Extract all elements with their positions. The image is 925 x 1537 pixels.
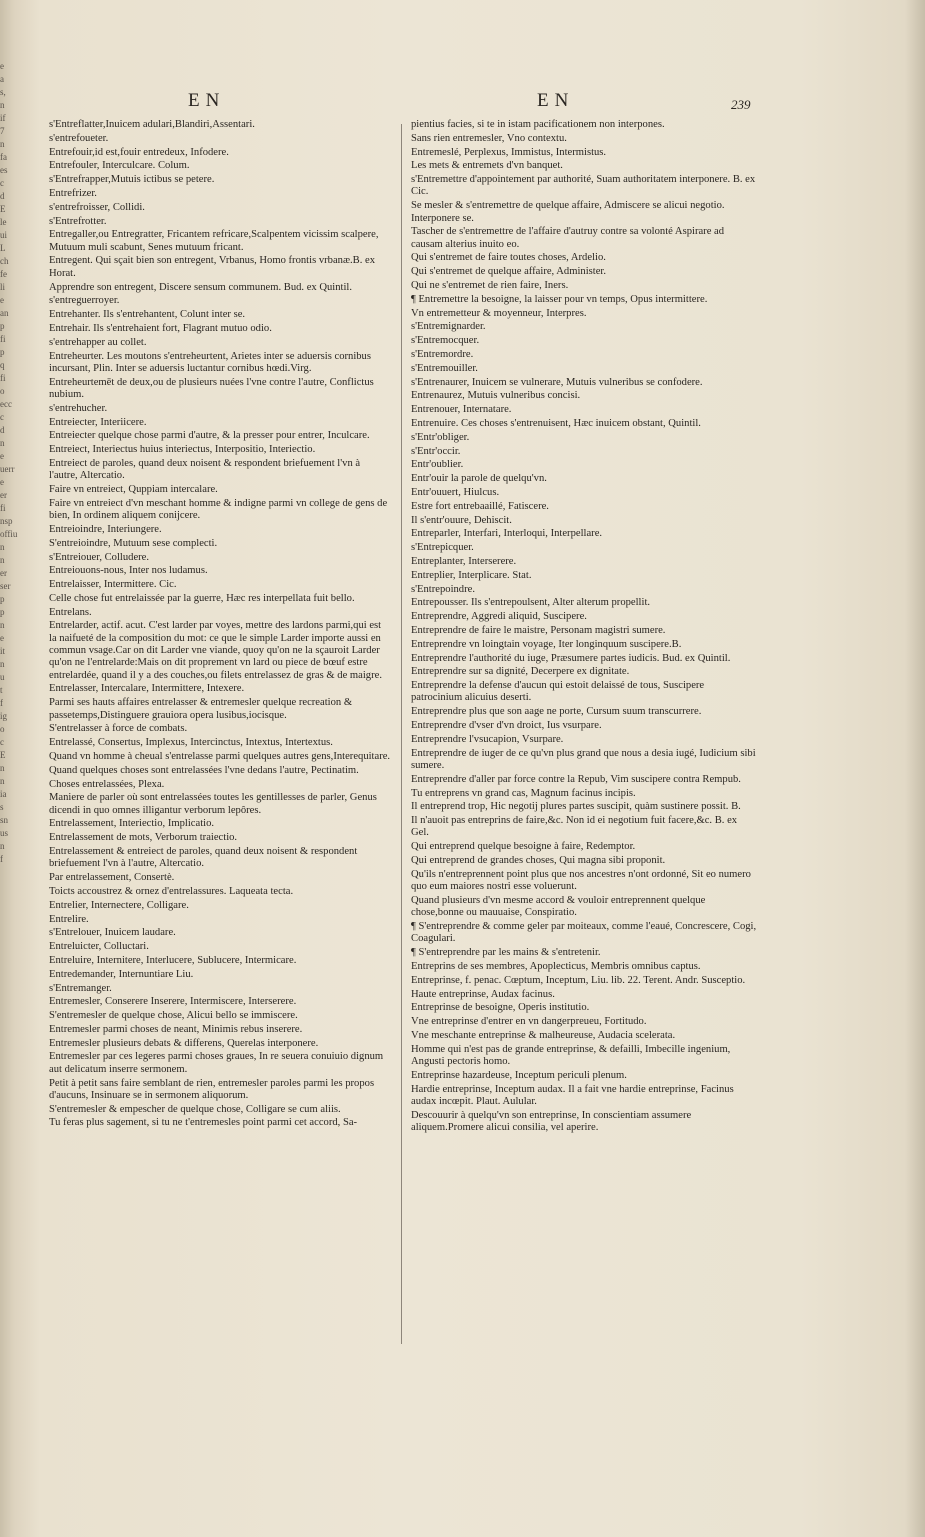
dictionary-entry: Entreiecter quelque chose parmi d'autre, & la presser pour entrer, Inculcare. [49, 430, 370, 442]
dictionary-entry: Il n'auoit pas entreprins de faire,&c. Non id ei negotium fuit facere,&c. B. ex Gel. [411, 815, 738, 839]
dictionary-entry: Entrehanter. Ils s'entrehantent, Colunt inter se. [49, 309, 246, 321]
dictionary-entry: Entrenouer, Internatare. [411, 404, 512, 416]
dictionary-entry: Entrepousser. Ils s'entrepoulsent, Alter alterum propellit. [411, 597, 651, 609]
dictionary-entry: S'entremesler de quelque chose, Alicui bello se immiscere. [49, 1010, 298, 1022]
dictionary-entry: Entrefouler, Interculcare. Colum. [49, 160, 190, 172]
dictionary-entry: Entr'ouir la parole de quelqu'vn. [411, 473, 547, 485]
bleed-fragment: c [0, 412, 4, 422]
dictionary-entry: Entr'ouuert, Hiulcus. [411, 487, 500, 499]
dictionary-entry: s'Entrefrapper,Mutuis ictibus se petere. [49, 174, 215, 186]
bleed-fragment: uerr [0, 464, 15, 474]
dictionary-entry: pientius facies, si te in istam pacificationem non interpones. [411, 119, 665, 130]
dictionary-entry: Entregaller,ou Entregratter, Fricantem refricare,Scalpentem vicissim scalpere, Mutuum muli scabunt, Senes mutuum fricant. [49, 229, 379, 253]
bleed-fragment: fi [0, 503, 6, 513]
dictionary-entry: Choses entrelassées, Plexa. [49, 778, 165, 790]
dictionary-entry: Entrenuire. Ces choses s'entrenuisent, Hæc inuicem obstant, Quintil. [411, 418, 701, 430]
bleed-fragment: fa [0, 152, 7, 162]
dictionary-entry: s'Entr'obliger. [411, 431, 470, 443]
dictionary-entry: Entreplier, Interplicare. Stat. [411, 569, 532, 581]
bleed-fragment: p [0, 607, 5, 617]
dictionary-entry: Entreiect de paroles, quand deux noisent & respondent briefuement l'vn à l'autre, Altercatio. [49, 457, 361, 482]
dictionary-entry: Qui entreprend quelque besoigne à faire, Redemptor. [411, 841, 636, 853]
bleed-fragment: sn [0, 815, 9, 825]
dictionary-entry: s'Entremignarder. [411, 321, 486, 333]
dictionary-entry: Celle chose fut entrelaissée par la guerre, Hæc res interpellata fuit bello. [49, 592, 355, 604]
bleed-fragment: 7 [0, 126, 5, 136]
bleed-fragment: ser [0, 581, 11, 591]
bleed-fragment: n [0, 841, 5, 851]
bleed-fragment: a [0, 74, 4, 84]
dictionary-entry: s'Entremanger. [49, 982, 112, 994]
dictionary-entry: S'entrelasser à force de combats. [49, 723, 188, 735]
bleed-fragment: e [0, 295, 4, 305]
bleed-fragment: n [0, 139, 5, 149]
dictionary-entry: Entreprinse, f. penac. Cœptum, Inceptum, Liu. lib. 22. Terent. Andr. Susceptio. [411, 974, 746, 986]
bleed-fragment: offiu [0, 529, 18, 539]
dictionary-entry: Toicts accoustrez & ornez d'entrelassures. Laqueata tecta. [49, 885, 294, 897]
bleed-fragment: s, [0, 87, 6, 97]
dictionary-entry: Entreluicter, Colluctari. [49, 941, 149, 953]
bleed-fragment: le [0, 217, 7, 227]
dictionary-entry: Entreprinse hazardeuse, Inceptum periculi plenum. [411, 1069, 627, 1081]
dictionary-entry: Entreprendre vn loingtain voyage, Iter longinquum suscipere.B. [411, 638, 682, 650]
bleed-fragment: er [0, 490, 7, 500]
dictionary-entry: Entregent. Qui sçait bien son entregent, Vrbanus, Homo frontis vrbanæ.B. ex Horat. [49, 255, 376, 279]
dictionary-entry: s'entrehucher. [49, 402, 108, 414]
dictionary-entry: Entreprendre d'vser d'vn droict, Ius vsurpare. [411, 720, 602, 732]
dictionary-entry: Qui s'entremet de quelque affaire, Administer. [411, 266, 606, 278]
bleed-fragment: q [0, 360, 5, 370]
dictionary-entry: Entrelans. [49, 606, 92, 618]
dictionary-entry: Entreprendre, Aggredi aliquid, Suscipere. [411, 611, 587, 623]
dictionary-entry: Entreprendre de faire le maistre, Personam magistri sumere. [411, 624, 666, 636]
dictionary-entry: Entremesler parmi choses de neant, Minimis rebus inserere. [49, 1023, 303, 1035]
bleed-fragment: us [0, 828, 9, 838]
bleed-fragment: ui [0, 230, 8, 240]
dictionary-entry: Faire vn entreiect, Quppiam intercalare. [49, 484, 218, 496]
dictionary-entry: Entrelier, Internectere, Colligare. [49, 899, 189, 911]
bleed-fragment: fi [0, 373, 6, 383]
dictionary-entry: s'Entremocquer. [411, 335, 480, 347]
dictionary-entry: Vn entremetteur & moyenneur, Interpres. [411, 307, 587, 319]
dictionary-entry: s'Entrepoindre. [411, 583, 475, 595]
dictionary-entry: Entreiect, Interiectus huius interiectus, Interpositio, Interiectio. [49, 444, 316, 456]
dictionary-entry: s'entrefroisser, Collidi. [49, 201, 145, 213]
dictionary-entry: Entreprinse de besoigne, Operis institutio. [411, 1002, 590, 1014]
dictionary-entry: s'Entreiouer, Colludere. [49, 551, 150, 563]
bleed-fragment: n [0, 776, 5, 786]
dictionary-entry: Entredemander, Internuntiare Liu. [49, 968, 194, 980]
bleed-fragment: ig [0, 711, 8, 721]
dictionary-entry: Entrelasser, Intercalare, Intermittere, Intexere. [49, 683, 245, 695]
dictionary-entry: s'Entremordre. [411, 349, 474, 361]
dictionary-entry: Par entrelassement, Consertè. [49, 872, 175, 884]
dictionary-entry: Entrelire. [49, 913, 89, 925]
dictionary-entry: Entreprins de ses membres, Apoplecticus, Membris omnibus captus. [411, 960, 701, 972]
bleed-fragment: e [0, 61, 4, 71]
dictionary-entry: Petit à petit sans faire semblant de rien, entremesler paroles parmi les propos d'aucuns, Insinuare se in sermonem aliquorum. [49, 1077, 375, 1101]
dictionary-entry: Se mesler & s'entremettre de quelque affaire, Admiscere se alicui negotio. Interponere se. [411, 200, 725, 224]
dictionary-entry: Entrefouir,id est,fouir entredeux, Infodere. [49, 146, 229, 158]
dictionary-entry: Entreluire, Internitere, Interlucere, Sublucere, Intermicare. [49, 954, 297, 966]
dictionary-entry: Qui entreprend de grandes choses, Qui magna sibi proponit. [411, 855, 666, 867]
bleed-fragment: c [0, 737, 4, 747]
dictionary-entry: s'Entreflatter,Inuicem adulari,Blandiri,Assentari. [49, 119, 255, 130]
dictionary-entry: Homme qui n'est pas de grande entreprinse, & defailli, Imbecille ingenium, Angusti pectoris homo. [411, 1043, 731, 1067]
dictionary-entry: Entremesler plusieurs debats & differens, Querelas interponere. [49, 1037, 319, 1049]
dictionary-entry: s'Entr'occir. [411, 445, 461, 457]
bleed-fragment: p [0, 321, 5, 331]
dictionary-entry: Faire vn entreiect d'vn meschant homme & indigne parmi vn college de gens de bien, In ordinem aliquem conijcere. [49, 497, 388, 522]
dictionary-entry: Vne entreprinse d'entrer en vn dangerpreueu, Fortitudo. [411, 1016, 647, 1028]
dictionary-entry: Entreparler, Interfari, Interloqui, Interpellare. [411, 528, 603, 540]
dictionary-entry: Entrelaisser, Intermittere. Cic. [49, 579, 177, 591]
dictionary-entry: Tu feras plus sagement, si tu ne t'entremesles point parmi cet accord, Sa- [49, 1117, 358, 1129]
running-head-right: EN [537, 90, 575, 111]
dictionary-entry: Entrenaurez, Mutuis vulneribus concisi. [411, 390, 581, 402]
dictionary-entry: Entreiecter, Interiicere. [49, 416, 147, 428]
dictionary-entry: Descouurir à quelqu'vn son entreprinse, In conscientiam assumere aliquem.Promere alicui consilia, vel aperire. [411, 1109, 692, 1133]
dictionary-entry: s'Entrepicquer. [411, 542, 474, 554]
bleed-fragment: e [0, 477, 4, 487]
bleed-fragment: n [0, 555, 5, 565]
bleed-fragment: li [0, 282, 6, 292]
bleed-fragment: er [0, 568, 7, 578]
dictionary-column-left [49, 119, 391, 1131]
bleed-fragment: ecc [0, 399, 12, 409]
bleed-fragment: f [0, 698, 3, 708]
column-rule [401, 124, 402, 1344]
dictionary-entry: Entremesler, Conserere Inserere, Intermiscere, Interserere. [49, 996, 297, 1008]
dictionary-entry: Entrehair. Ils s'entrehaient fort, Flagrant mutuo odio. [49, 322, 272, 334]
bleed-fragment: t [0, 685, 3, 695]
dictionary-entry: s'entrefoueter. [49, 132, 109, 144]
dictionary-column-right [411, 119, 757, 1136]
bleed-fragment: E [0, 750, 6, 760]
bleed-fragment: n [0, 100, 5, 110]
dictionary-entry: ¶ Entremettre la besoigne, la laisser pour vn temps, Opus intermittere. [411, 293, 708, 305]
bleed-fragment: c [0, 178, 4, 188]
bleed-fragment: fe [0, 269, 7, 279]
bleed-fragment: d [0, 191, 5, 201]
dictionary-entry: Entremeslé, Perplexus, Immistus, Intermistus. [411, 146, 607, 158]
dictionary-entry: Entreplanter, Interserere. [411, 556, 517, 567]
dictionary-entry: Maniere de parler où sont entrelassées toutes les gentillesses de parler, Genus dicendi in quo omnes illigantur verborum lepôres. [49, 792, 377, 816]
dictionary-entry: Quand plusieurs d'vn mesme accord & vouloir entreprennent quelque chose,bonne ou mauuaise, Conspiratio. [411, 894, 706, 919]
dictionary-entry: s'entreguerroyer. [49, 295, 120, 307]
dictionary-entry: Hardie entreprinse, Inceptum audax. Il a fait vne hardie entreprinse, Facinus audax incœpit. Plaut. Aulular. [411, 1083, 734, 1107]
dictionary-entry: Entreprendre la defense d'aucun qui estoit delaissé de tous, Suscipere patrocinium alicuius deserti. [411, 680, 705, 704]
dictionary-entry: S'entremesler & empescher de quelque chose, Colligare se cum aliis. [49, 1103, 341, 1115]
bleed-fragment: ia [0, 789, 7, 799]
dictionary-entry: Entrefrizer. [49, 187, 97, 199]
dictionary-entry: s'Entremettre d'appointement par authorité, Suam authoritatem interponere. B. ex Cic. [411, 174, 756, 198]
bleed-fragment: e [0, 633, 4, 643]
dictionary-entry: Estre fort entrebaaillé, Fatiscere. [411, 500, 549, 512]
dictionary-entry: Quand vn homme à cheual s'entrelasse parmi quelques autres gens,Interequitare. [49, 750, 391, 762]
dictionary-entry: Entrelassé, Consertus, Implexus, Intercinctus, Intextus, Intertextus. [49, 737, 333, 749]
dictionary-entry: Quand quelques choses sont entrelassées l'vne dedans l'autre, Pectinatim. [49, 764, 359, 776]
bleed-fragment: s [0, 802, 4, 812]
dictionary-entry: Parmi ses hauts affaires entrelasser & entremesler quelque recreation & passetemps,Distinguere grauiora opera lusibus,iocisque. [49, 697, 353, 721]
dictionary-entry: Qui ne s'entremet de rien faire, Iners. [411, 280, 569, 292]
dictionary-entry: Qui s'entremet de faire toutes choses, Ardelio. [411, 252, 606, 264]
dictionary-entry: Entreiouons-nous, Inter nos ludamus. [49, 565, 208, 577]
bleed-fragment: e [0, 451, 4, 461]
dictionary-entry: Sans rien entremesler, Vno contextu. [411, 132, 567, 144]
dictionary-entry: Entremesler par ces legeres parmi choses graues, In re seuera conuiuio dignum aut delicatum inserre sermonem. [49, 1051, 384, 1075]
dictionary-entry: Entreprendre l'vsucapion, Vsurpare. [411, 733, 564, 745]
dictionary-entry: ¶ S'entreprendre & comme geler par moiteaux, comme l'eaué, Concrescere, Cogi, Coagulari. [411, 921, 757, 945]
dictionary-entry: s'entrehapper au collet. [49, 336, 147, 348]
dictionary-entry: s'Entrelouer, Inuicem laudare. [49, 927, 176, 939]
bleed-fragment: L [0, 243, 6, 253]
dictionary-entry: Entr'oublier. [411, 459, 464, 471]
bleed-fragment: n [0, 620, 5, 630]
dictionary-entry: Entrelassement de mots, Verborum traiectio. [49, 832, 238, 844]
dictionary-entry: Entreprendre l'authorité du iuge, Præsumere partes iudicis. Bud. ex Quintil. [411, 652, 731, 664]
bleed-fragment: fi [0, 334, 6, 344]
bleed-fragment: p [0, 347, 5, 357]
dictionary-entry: s'Entrenaurer, Inuicem se vulnerare, Mutuis vulneribus se confodere. [411, 376, 703, 388]
bleed-fragment: es [0, 165, 8, 175]
bleed-fragment: d [0, 425, 5, 435]
dictionary-entry: Les mets & entremets d'vn banquet. [411, 160, 563, 172]
bleed-fragment: ch [0, 256, 9, 266]
dictionary-entry: s'Entremouiller. [411, 362, 478, 374]
dictionary-entry: Apprendre son entregent, Discere sensum communem. Bud. ex Quintil. [49, 281, 353, 293]
running-head-left: EN [188, 90, 226, 111]
dictionary-entry: Haute entreprinse, Audax facinus. [411, 988, 555, 1000]
dictionary-entry: s'Entrefrotter. [49, 215, 107, 227]
dictionary-entry: Entrelassement & entreiect de paroles, quand deux noisent & respondent briefuement l'vn à l'autre, Altercatio. [49, 846, 358, 870]
bleed-fragment: n [0, 438, 5, 448]
dictionary-entry: Il entreprend trop, Hic negotij plures partes suscipit, quàm sustinere possit. B. [411, 801, 741, 813]
bleed-fragment: n [0, 659, 5, 669]
dictionary-entry: Entreheurtemēt de deux,ou de plusieurs nuées l'vne contre l'autre, Conflictus nubium. [49, 376, 374, 400]
bleed-fragment: an [0, 308, 9, 318]
dictionary-entry: ¶ S'entreprendre par les mains & s'entretenir. [411, 947, 601, 959]
dictionary-entry: Entreheurter. Les moutons s'entreheurtent, Arietes inter se aduersis cornibus incursant, Plin. Inter se aduersis luctantur cornibus hœdi.Virg. [49, 350, 371, 374]
dictionary-entry: S'entreioindre, Mutuum sese complecti. [49, 537, 218, 549]
dictionary-entry: Qu'ils n'entreprennent point plus que nos ancestres n'ont ordonné, Sit eo numero quo eum maiores nostri esse voluerunt. [411, 868, 751, 893]
bleed-fragment: n [0, 763, 5, 773]
dictionary-entry: Entreioindre, Interiungere. [49, 523, 162, 535]
bleed-fragment: u [0, 672, 5, 682]
dictionary-entry: Entreprendre de iuger de ce qu'vn plus grand que nous a desia iugé, Iudicium sibi sumere. [411, 747, 756, 771]
facing-page-margin [0, 60, 18, 1380]
dictionary-entry: Entreprendre sur sa dignité, Decerpere ex dignitate. [411, 666, 630, 678]
dictionary-entry: Entreprendre d'aller par force contre la Repub, Vim suscipere contra Rempub. [411, 773, 741, 785]
dictionary-entry: Tu entreprens vn grand cas, Magnum facinus incipis. [411, 787, 636, 799]
dictionary-entry: Entreprendre plus que son aage ne porte, Cursum suum transcurrere. [411, 706, 702, 718]
dictionary-entry: Tascher de s'entremettre de l'affaire d'autruy contre sa volonté Aspirare ad causam alterius inuito eo. [411, 226, 725, 250]
dictionary-entry: Entrelassement, Interiectio, Implicatio. [49, 818, 215, 830]
bleed-fragment: if [0, 113, 6, 123]
page-number: 239 [731, 97, 751, 112]
bleed-fragment: nsp [0, 516, 13, 526]
dictionary-entry: Il s'entr'ouure, Dehiscit. [411, 514, 512, 526]
bleed-fragment: o [0, 386, 5, 396]
bleed-fragment: it [0, 646, 6, 656]
bleed-fragment: E [0, 204, 6, 214]
bleed-fragment: o [0, 724, 5, 734]
bleed-fragment: f [0, 854, 3, 864]
dictionary-entry: Vne meschante entreprinse & malheureuse, Audacia scelerata. [411, 1029, 676, 1041]
dictionary-entry: Entrelarder, actif. acut. C'est larder par voyes, mettre des lardons parmi,qui est la naifueté de la composition du mot: ce que le simple Larder importe aussi en commun vsage.Car on dit Larder vne viande, quoy qu'on ne la sçauroit Larder qu'on ne l'entrelarde:Mais on dit proprement vn lard ou piece de bœuf estre entrelardée, quand il y a des couches,ou filets entrelassez de gras & de maigre. [49, 620, 382, 681]
bleed-fragment: n [0, 542, 5, 552]
bleed-fragment: p [0, 594, 5, 604]
